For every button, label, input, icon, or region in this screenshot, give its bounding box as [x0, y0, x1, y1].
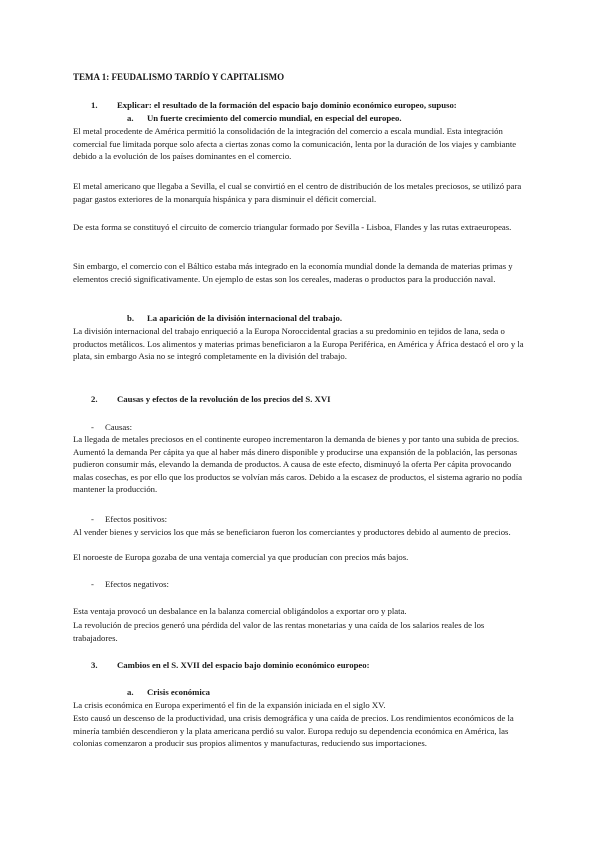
paragraph-q1a-1: El metal procedente de América permitió la consolidación de la integración del comercio a escala mundial. Esta integración comercial fue limitada porque solo afecta a ciertas zonas como la comunicación, lenta por la duración de los viajes y cambiante debido a la evolución de los países dominantes en el comercio.	[73, 126, 517, 162]
paragraph-q1a-2: El metal americano que llegaba a Sevilla, el cual se convirtió en el centro de distribución de los metales preciosos, se utilizó para pagar gastos exteriores de la monarquía hispánica y para disminuir el déficit comercial.	[73, 181, 522, 204]
heading-q3-number: 3.	[91, 660, 98, 670]
heading-q3a-text: Crisis económica	[147, 687, 210, 697]
heading-q3a	[127, 686, 531, 699]
heading-q3	[91, 659, 531, 672]
bullet-dash: -	[91, 514, 94, 524]
paragraph-q3a-1: La crisis económica en Europa experimentó el fin de la expansión iniciada en el siglo XV.	[73, 700, 386, 710]
bullet-efectos-negativos	[91, 578, 531, 591]
bullet-efectos-positivos-label: Efectos positivos:	[105, 514, 168, 524]
document-title: TEMA 1: FEUDALISMO TARDÍO Y CAPITALISMO	[73, 72, 285, 82]
bullet-dash: -	[91, 422, 94, 432]
heading-q1b-number: b.	[127, 313, 135, 323]
heading-q3a-number: a.	[127, 687, 134, 697]
heading-q1b	[127, 312, 531, 325]
heading-q1b-text: La aparición de la división internacional del trabajo.	[147, 313, 342, 323]
paragraph-efectos-negativos-1: Esta ventaja provocó un desbalance en la balanza comercial obligándolos a exportar oro y plata.	[73, 606, 407, 616]
heading-q1a-number: a.	[127, 113, 134, 123]
heading-q3-text: Cambios en el S. XVII del espacio bajo dominio económico europeo:	[117, 660, 370, 670]
heading-q1a	[127, 112, 531, 125]
heading-q2	[91, 393, 531, 406]
heading-q2-text: Causas y efectos de la revolución de los precios del S. XVI	[117, 394, 331, 404]
paragraph-q1b-1: La división internacional del trabajo enriqueció a la Europa Noroccidental gracias a su predominio en tejidos de lana, seda o productos metálicos. Los alimentos y materias primas beneficiaron a la Europa Periférica, en América y África destacó el oro y la plata, sin embargo Asia no se integró completamente en la división del trabajo.	[73, 326, 524, 362]
paragraph-q1a-3: De esta forma se constituyó el circuito de comercio triangular formado por Sevilla - Lisboa, Flandes y las rutas extraeuropeas.	[73, 222, 512, 232]
heading-q2-number: 2.	[91, 394, 98, 404]
paragraph-efectos-positivos-1: Al vender bienes y servicios los que más se beneficiaron fueron los comerciantes y productores debido al aumento de precios.	[73, 527, 511, 537]
heading-q1a-text: Un fuerte crecimiento del comercio mundial, en especial del europeo.	[147, 113, 402, 123]
bullet-causas	[91, 421, 531, 434]
paragraph-q1a-4: Sin embargo, el comercio con el Báltico estaba más integrado en la economía mundial donde la demanda de materias primas y elementos creció significativamente. Un ejemplo de estas son los cereales, maderas o productos para la producción naval.	[73, 261, 513, 284]
paragraph-q3a-2: Esto causó un descenso de la productividad, una crisis demográfica y una caída de precios. Los rendimientos económicos de la minería también descendieron y la plata americana perdió su valor. Europa redujo su dependencia económica en América, las colonias comenzaron a producir sus propios alimentos y manufacturas, reduciendo sus importaciones.	[73, 713, 514, 749]
heading-q1-text: Explicar: el resultado de la formación del espacio bajo dominio económico europeo, supuso:	[117, 100, 457, 110]
bullet-efectos-negativos-label: Efectos negativos:	[105, 579, 169, 589]
paragraph-efectos-negativos-2: La revolución de precios generó una pérdida del valor de las rentas monetarias y una caída de los salarios reales de los trabajadores.	[73, 620, 485, 643]
paragraph-efectos-positivos-2: El noroeste de Europa gozaba de una ventaja comercial ya que producían con precios más bajos.	[73, 552, 409, 562]
bullet-dash: -	[91, 579, 94, 589]
heading-q1-number: 1.	[91, 100, 98, 110]
bullet-causas-label: Causas:	[105, 422, 133, 432]
paragraph-causas-1: La llegada de metales preciosos en el continente europeo incrementaron la demanda de bienes y por tanto una subida de precios. Aumentó la demanda Per cápita ya que al haber más dinero disponible y producirse una expansión de la población, las personas pudieron consumir más, elevando la demanda de productos. A causa de este efecto, disminuyó la oferta Per cápita provocando malas cosechas, es por ello que los productos se volvían más caros. Debido a la escasez de productos, el sistema agrario no podía mantener la producción.	[73, 434, 522, 495]
bullet-efectos-positivos	[91, 513, 531, 526]
heading-q1	[91, 99, 531, 112]
